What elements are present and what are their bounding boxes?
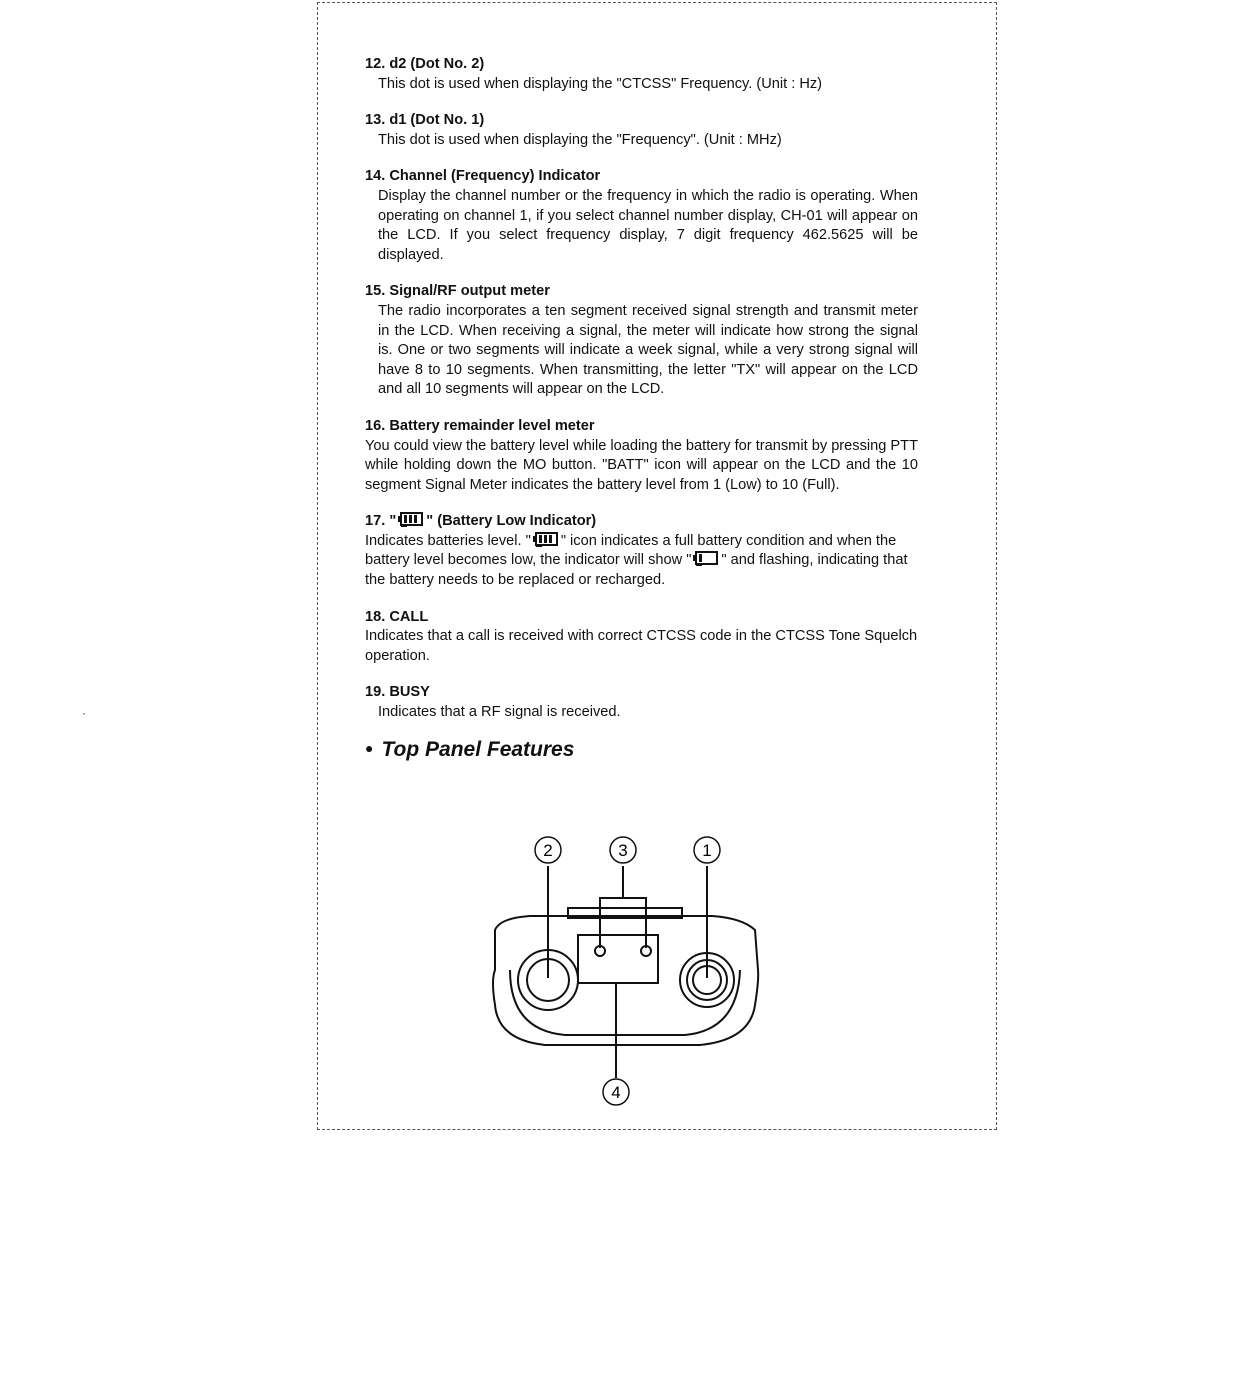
section-heading: 16. Battery remainder level meter	[365, 417, 595, 434]
callout-label: 4	[611, 1083, 621, 1102]
section-body: Indicates that a RF signal is received.	[378, 704, 621, 721]
body-part-3: " and flashing, indicating that the battery needs to be replaced or recharged.	[365, 552, 908, 589]
section-heading: 14. Channel (Frequency) Indicator	[365, 168, 601, 185]
callout-4	[603, 1079, 629, 1105]
section-18	[365, 608, 918, 667]
section-body: Indicates that a call is received with correct CTCSS code in the CTCSS Tone Squelch operation.	[365, 628, 918, 664]
section-13	[365, 111, 918, 150]
battery-full-icon	[398, 512, 424, 528]
section-body	[365, 532, 918, 591]
section-heading: 19. BUSY	[365, 684, 430, 701]
callout-label: 2	[543, 841, 553, 860]
callout-1	[694, 837, 720, 863]
callout-label: 3	[618, 841, 628, 860]
bullet-icon: ●	[365, 739, 374, 756]
section-body: This dot is used when displaying the "Frequency". (Unit : MHz)	[378, 131, 782, 148]
section-body: Display the channel number or the frequency in which the radio is operating. When operating on channel 1, if you select channel number display, CH-01 will appear on the LCD. If you select frequency display, 7 digit frequency 462.5625 will be displayed.	[378, 187, 918, 263]
section-12	[365, 55, 918, 94]
section-heading	[365, 512, 918, 532]
callout-3	[610, 837, 636, 863]
section-body: You could view the battery level while loading the battery for transmit by pressing PTT while holding down the MO button. "BATT" icon will appear on the LCD and the 10 segment Signal Meter indicates the battery level from 1 (Low) to 10 (Full).	[365, 437, 918, 493]
heading-suffix: " (Battery Low Indicator)	[426, 513, 597, 530]
section-heading: 13. d1 (Dot No. 1)	[365, 112, 485, 129]
heading-prefix: 17. "	[365, 513, 397, 530]
section-body: The radio incorporates a ten segment received signal strength and transmit meter in the LCD. When receiving a signal, the meter will indicate how strong the signal is. One or two segments will indicate a week signal, while a very strong signal will have 8 to 10 segments. When transmitting, the letter "TX" will appear on the LCD and all 10 segments will appear on the LCD.	[378, 302, 918, 398]
body-part-1: Indicates batteries level. "	[365, 532, 531, 549]
top-panel-title-text: Top Panel Features	[381, 737, 575, 761]
callout-label: 1	[702, 841, 712, 860]
radio-top-inner-curve	[510, 970, 740, 1035]
section-19	[365, 683, 918, 722]
section-14	[365, 167, 918, 265]
section-heading: 15. Signal/RF output meter	[365, 283, 550, 300]
section-15	[365, 282, 918, 400]
body-part-2: " icon indicates a full battery condition and when the battery level becomes low, the indicator will show "	[365, 532, 897, 569]
scan-artifact: ·	[82, 706, 86, 720]
battery-low-icon	[693, 551, 719, 567]
section-heading: 18. CALL	[365, 608, 429, 625]
top-panel-diagram	[470, 830, 770, 1120]
top-panel-title	[365, 739, 918, 760]
document-content	[365, 55, 918, 759]
callout-2	[535, 837, 561, 863]
battery-full-icon	[533, 532, 559, 548]
section-16	[365, 417, 918, 495]
section-body: This dot is used when displaying the "CTCSS" Frequency. (Unit : Hz)	[378, 75, 823, 92]
section-heading: 12. d2 (Dot No. 2)	[365, 56, 485, 72]
section-17	[365, 512, 918, 590]
